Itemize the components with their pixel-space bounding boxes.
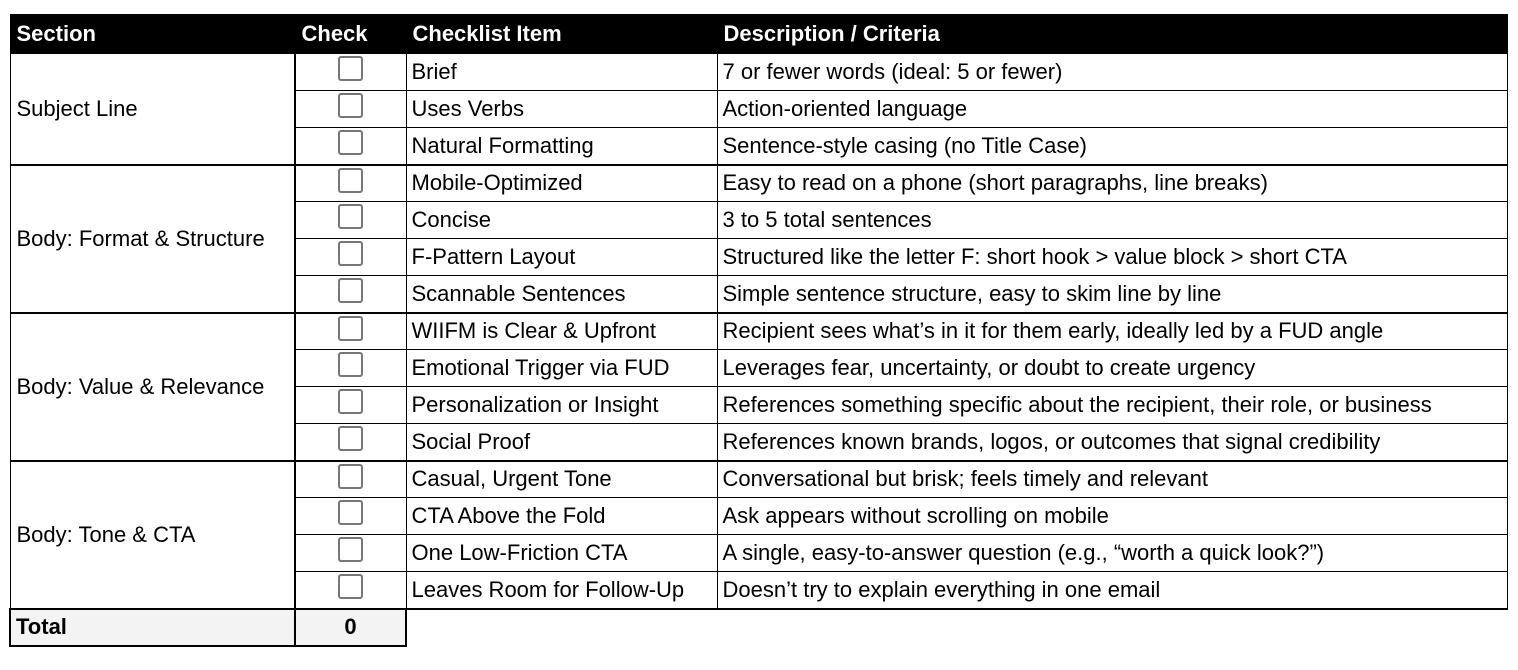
check-cell[interactable] <box>295 350 406 387</box>
checkbox[interactable] <box>338 56 363 81</box>
description-cell[interactable]: A single, easy-to-answer question (e.g., “worth a quick look?”) <box>717 535 1507 572</box>
total-value[interactable]: 0 <box>295 609 406 646</box>
header-row <box>10 15 1507 54</box>
checklist-item-cell[interactable]: F-Pattern Layout <box>406 239 717 276</box>
check-cell[interactable] <box>295 572 406 609</box>
checkbox[interactable] <box>338 464 363 489</box>
description-cell[interactable]: 7 or fewer words (ideal: 5 or fewer) <box>717 54 1507 91</box>
check-cell[interactable] <box>295 239 406 276</box>
section-label[interactable]: Body: Tone & CTA <box>10 461 295 609</box>
check-cell[interactable] <box>295 91 406 128</box>
checkbox[interactable] <box>338 204 363 229</box>
check-cell[interactable] <box>295 128 406 165</box>
section-label[interactable]: Subject Line <box>10 54 295 165</box>
checklist-item-cell[interactable]: Casual, Urgent Tone <box>406 461 717 498</box>
checklist-item-cell[interactable]: Mobile-Optimized <box>406 165 717 202</box>
description-cell[interactable]: References known brands, logos, or outcomes that signal credibility <box>717 424 1507 461</box>
table-row <box>10 54 1507 91</box>
description-cell[interactable]: Doesn’t try to explain everything in one email <box>717 572 1507 609</box>
check-cell[interactable] <box>295 202 406 239</box>
checkbox[interactable] <box>338 389 363 414</box>
checkbox[interactable] <box>338 168 363 193</box>
checklist-item-cell[interactable]: Personalization or Insight <box>406 387 717 424</box>
check-cell[interactable] <box>295 461 406 498</box>
check-cell[interactable] <box>295 165 406 202</box>
description-cell[interactable]: Simple sentence structure, easy to skim line by line <box>717 276 1507 313</box>
checkbox[interactable] <box>338 537 363 562</box>
check-cell[interactable] <box>295 313 406 350</box>
description-cell[interactable]: Sentence-style casing (no Title Case) <box>717 128 1507 165</box>
checkbox[interactable] <box>338 574 363 599</box>
table-row <box>10 165 1507 202</box>
description-cell[interactable]: Leverages fear, uncertainty, or doubt to create urgency <box>717 350 1507 387</box>
description-cell[interactable]: Easy to read on a phone (short paragraphs, line breaks) <box>717 165 1507 202</box>
checklist-item-cell[interactable]: Natural Formatting <box>406 128 717 165</box>
checklist-item-cell[interactable]: One Low-Friction CTA <box>406 535 717 572</box>
checklist-item-cell[interactable]: Scannable Sentences <box>406 276 717 313</box>
checklist-item-cell[interactable]: CTA Above the Fold <box>406 498 717 535</box>
check-cell[interactable] <box>295 498 406 535</box>
table-row <box>10 461 1507 498</box>
checkbox[interactable] <box>338 500 363 525</box>
header-description[interactable]: Description / Criteria <box>717 15 1507 54</box>
description-cell[interactable]: Structured like the letter F: short hook > value block > short CTA <box>717 239 1507 276</box>
description-cell[interactable]: Action-oriented language <box>717 91 1507 128</box>
check-cell[interactable] <box>295 535 406 572</box>
checkbox[interactable] <box>338 278 363 303</box>
check-cell[interactable] <box>295 54 406 91</box>
checkbox[interactable] <box>338 130 363 155</box>
checklist-item-cell[interactable]: Leaves Room for Follow-Up <box>406 572 717 609</box>
header-checklist-item[interactable]: Checklist Item <box>406 15 717 54</box>
description-cell[interactable]: 3 to 5 total sentences <box>717 202 1507 239</box>
check-cell[interactable] <box>295 424 406 461</box>
checkbox[interactable] <box>338 93 363 118</box>
checklist-item-cell[interactable]: Brief <box>406 54 717 91</box>
checkbox[interactable] <box>338 316 363 341</box>
checkbox[interactable] <box>338 241 363 266</box>
section-label[interactable]: Body: Format & Structure <box>10 165 295 313</box>
blank-cell <box>717 609 1507 646</box>
check-cell[interactable] <box>295 276 406 313</box>
checklist-item-cell[interactable]: Social Proof <box>406 424 717 461</box>
checklist-table <box>9 14 1508 647</box>
blank-cell <box>406 609 717 646</box>
checklist-item-cell[interactable]: Uses Verbs <box>406 91 717 128</box>
check-cell[interactable] <box>295 387 406 424</box>
checkbox[interactable] <box>338 426 363 451</box>
table-row <box>10 313 1507 350</box>
total-label[interactable]: Total <box>10 609 295 646</box>
total-row <box>10 609 1507 646</box>
description-cell[interactable]: Conversational but brisk; feels timely and relevant <box>717 461 1507 498</box>
checklist-item-cell[interactable]: WIIFM is Clear & Upfront <box>406 313 717 350</box>
description-cell[interactable]: References something specific about the recipient, their role, or business <box>717 387 1507 424</box>
section-label[interactable]: Body: Value & Relevance <box>10 313 295 461</box>
header-section[interactable]: Section <box>10 15 295 54</box>
header-check[interactable]: Check <box>295 15 406 54</box>
checklist-item-cell[interactable]: Emotional Trigger via FUD <box>406 350 717 387</box>
checkbox[interactable] <box>338 352 363 377</box>
description-cell[interactable]: Recipient sees what’s in it for them early, ideally led by a FUD angle <box>717 313 1507 350</box>
checklist-item-cell[interactable]: Concise <box>406 202 717 239</box>
description-cell[interactable]: Ask appears without scrolling on mobile <box>717 498 1507 535</box>
